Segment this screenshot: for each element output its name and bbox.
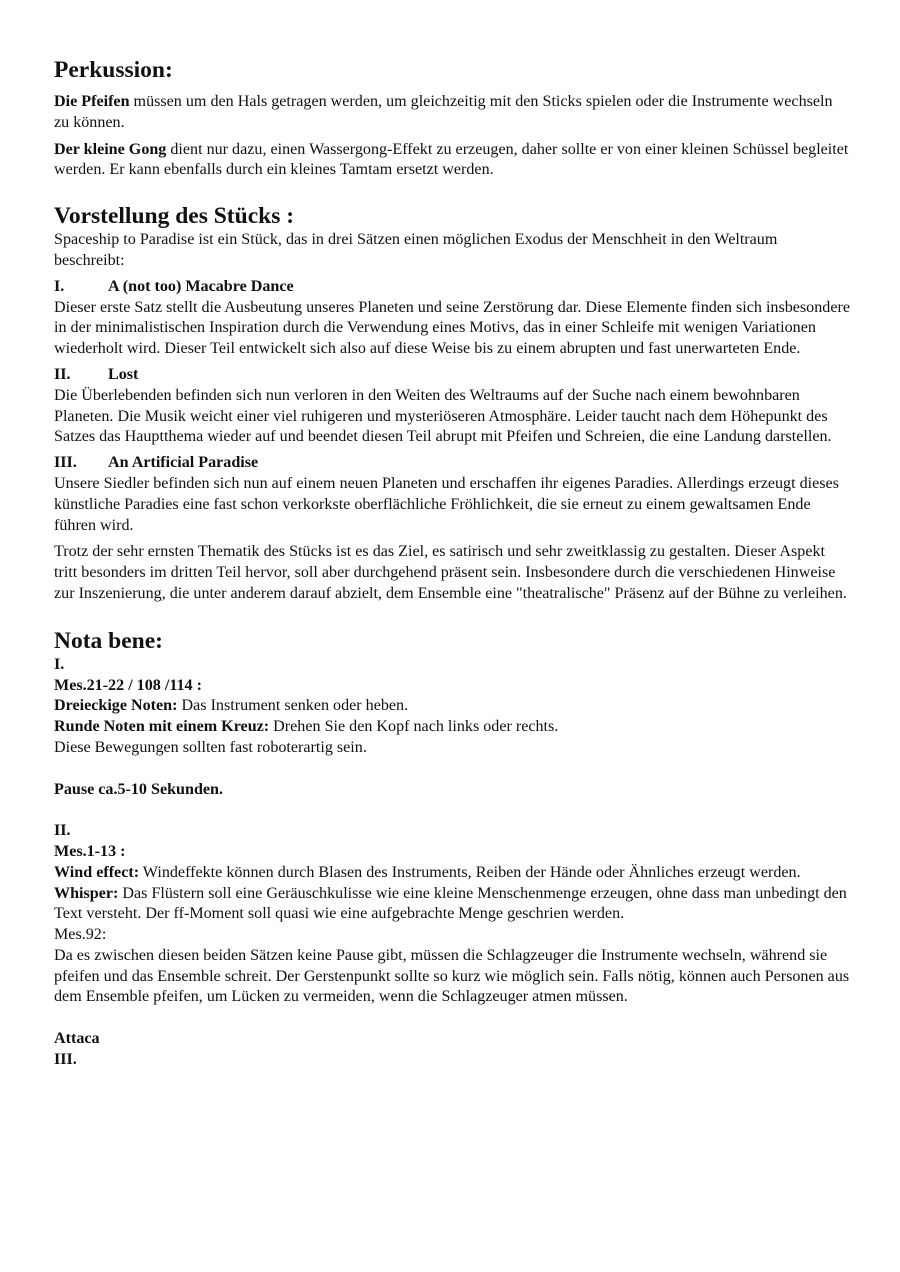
movement-heading	[54, 365, 850, 386]
instruction-term: Runde Noten mit einem Kreuz:	[54, 718, 270, 736]
instruction-line	[54, 717, 850, 738]
movement-heading	[54, 277, 850, 298]
movement-number: III.	[54, 454, 77, 472]
movement-title: A (not too) Macabre Dance	[108, 277, 294, 295]
instruction-line	[54, 696, 850, 717]
pfeifen-text: müssen um den Hals getragen werden, um gleichzeitig mit den Sticks spielen oder die Instrumente wechseln zu können.	[54, 93, 833, 131]
vorstellung-closing: Trotz der sehr ernsten Thematik des Stücks ist es das Ziel, es satirisch und sehr zweitklassig zu gestalten. Dieser Aspekt tritt besonders im dritten Teil hervor, soll aber durchgehend präsent sein. Insbesondere durch die verschiedenen Hinweise zur Inszenierung, die unter anderem darauf abzielt, dem Ensemble eine "theatralische" Präsenz auf der Bühne zu verleihen.	[54, 543, 847, 602]
nota-bene-heading: Nota bene:	[54, 627, 163, 654]
attaca-note	[54, 1029, 850, 1050]
instruction-term: Dreieckige Noten:	[54, 697, 178, 715]
gong-paragraph	[54, 140, 850, 182]
measure-reference-text: Mes.1-13 :	[54, 842, 126, 860]
movement-number: II.	[54, 365, 71, 383]
movement-text: Die Überlebenden befinden sich nun verloren in den Weiten des Weltraums auf der Suche nach einem bewohnbaren Planeten. Die Musik weicht einer viel ruhigeren und mysteriöseren Atmosphäre. Leider taucht nach dem Höhepunkt des Satzes das Hauptthema wieder auf und beendet diesen Teil abrupt mit Pfeifen und Schreien, die eine Landung darstellen.	[54, 386, 832, 446]
movement-text: Dieser erste Satz stellt die Ausbeutung unseres Planeten und seine Zerstörung dar. Diese Elemente finden sich insbesondere in der minimalistischen Inspiration durch die Verwendung eines Motivs, das in einer Schleife mit wenigen Variationen wiederholt wird. Dieser Teil entwickelt sich also auf diese Weise bis zu einem abrupten und fast unerwarteten Ende.	[54, 298, 850, 358]
measure-reference-text: Mes.21-22 / 108 /114 :	[54, 676, 202, 694]
pause-note	[54, 780, 850, 801]
section-number	[54, 821, 850, 842]
instruction-term: Wind effect:	[54, 863, 140, 881]
section-number	[54, 655, 850, 676]
movement-heading	[54, 453, 850, 474]
perkussion-heading: Perkussion:	[54, 57, 173, 83]
movement-title: An Artificial Paradise	[108, 454, 259, 472]
wind-effect-paragraph	[54, 863, 850, 884]
measure-reference	[54, 676, 850, 697]
attaca-note-text: Attaca	[54, 1030, 100, 1048]
instruction-text: Drehen Sie den Kopf nach links oder rechts.	[269, 718, 559, 736]
measure-reference	[54, 842, 850, 863]
section-number-text: III.	[54, 1050, 77, 1068]
measure-92-label: Mes.92:	[54, 926, 107, 944]
instruction-text: Das Instrument senken oder heben.	[177, 697, 409, 715]
instruction-text: Windeffekte können durch Blasen des Instruments, Reiben der Hände oder Ähnliches erzeugt werden.	[139, 863, 801, 881]
section-number-text: II.	[54, 822, 71, 840]
gong-text: dient nur dazu, einen Wassergong-Effekt zu erzeugen, daher sollte er von einer kleinen Schüssel begleitet werden. Er kann ebenfalls durch ein kleines Tamtam ersetzt werden.	[54, 140, 849, 179]
pause-note-text: Pause ca.5-10 Sekunden.	[54, 780, 224, 798]
vorstellung-heading: Vorstellung des Stücks :	[54, 203, 295, 230]
whisper-paragraph	[54, 884, 850, 926]
spacer	[54, 800, 850, 821]
instruction-note: Diese Bewegungen sollten fast roboterartig sein.	[54, 738, 367, 756]
movement-title: Lost	[108, 365, 139, 383]
pfeifen-paragraph	[54, 92, 850, 134]
vorstellung-intro: Spaceship to Paradise ist ein Stück, das in drei Sätzen einen möglichen Exodus der Menschheit in den Weltraum beschreibt:	[54, 231, 778, 269]
movement-number: I.	[54, 277, 65, 295]
movement-text: Unsere Siedler befinden sich nun auf einem neuen Planeten und erschaffen ihr eigenes Paradies. Allerdings erzeugt dieses künstliche Paradies eine fast schon verkorkste oberflächliche Fröhlichkeit, die sie erneut zu einem gewaltsamen Ende führen wird.	[54, 474, 839, 534]
section-number	[54, 1050, 850, 1071]
measure-92-text: Da es zwischen diesen beiden Sätzen keine Pause gibt, müssen die Schlagzeuger die Instrumente wechseln, während sie pfeifen und das Ensemble schreit. Der Gerstenpunkt sollte so kurz wie möglich sein. Falls nötig, können auch Personen aus dem Ensemble pfeifen, um Lücken zu vermeiden, wenn die Schlagzeuger atmen müssen.	[54, 946, 850, 1006]
spacer	[54, 1008, 850, 1029]
instruction-text: Das Flüstern soll eine Geräuschkulisse wie eine kleine Menschenmenge erzeugen, ohne dass man unbedingt den Text versteht. Der ff-Moment soll quasi wie eine aufgebrachte Menge geschrien werden.	[54, 884, 847, 923]
gong-term: Der kleine Gong	[54, 140, 167, 158]
pfeifen-term: Die Pfeifen	[54, 93, 130, 110]
section-number-text: I.	[54, 655, 65, 673]
instruction-term: Whisper:	[54, 884, 119, 902]
spacer	[54, 759, 850, 780]
